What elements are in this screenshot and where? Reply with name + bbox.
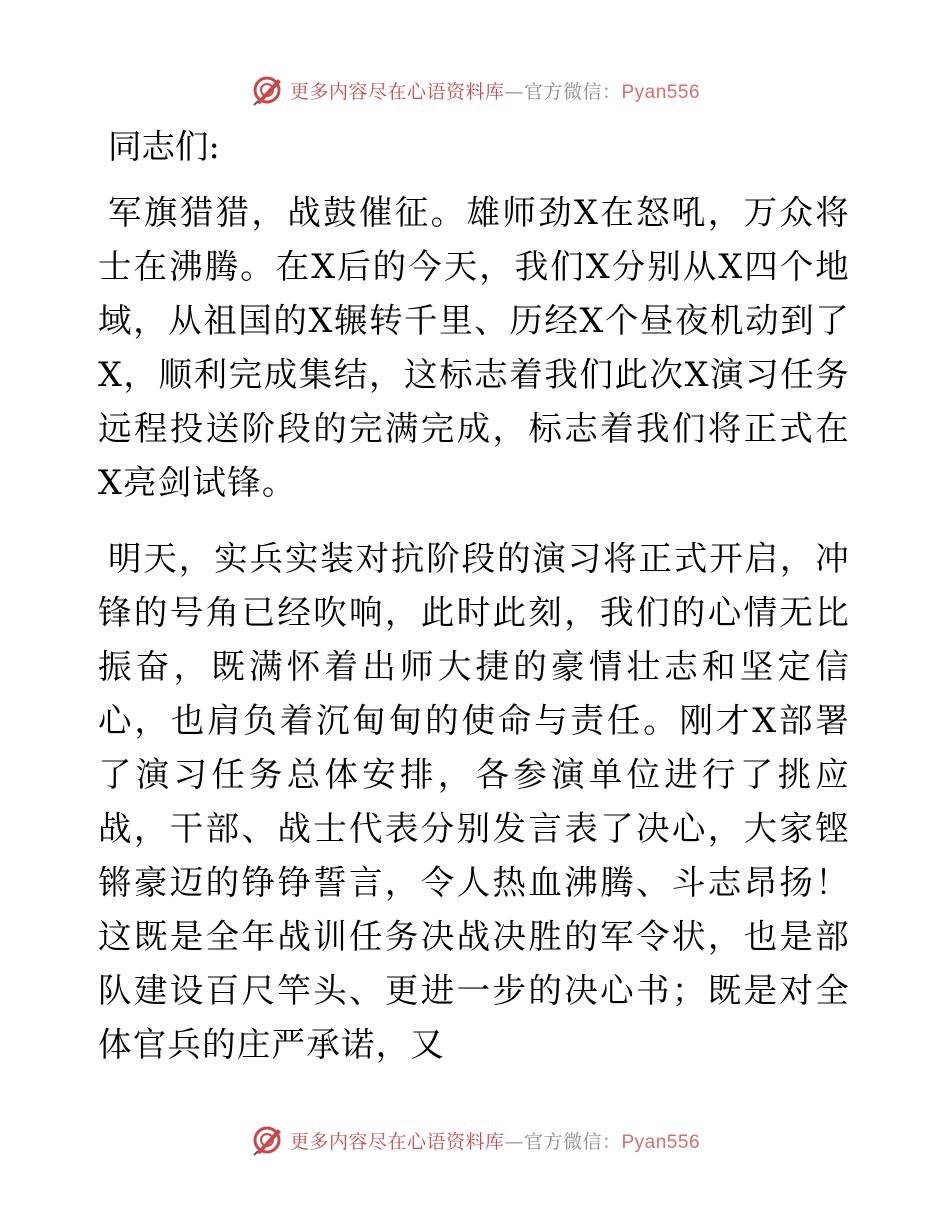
header-separator: — [504, 80, 524, 103]
document-body [98, 120, 850, 1094]
header-site-text: 更多内容尽在心语资料库 [289, 80, 505, 103]
salutation: 同志们: [108, 127, 220, 166]
header-wechat-label: 官方微信： [523, 80, 622, 103]
footer-banner-text [290, 1127, 700, 1154]
footer-separator: — [504, 1130, 524, 1153]
footer-site-text: 更多内容尽在心语资料库 [289, 1130, 505, 1153]
header-banner-text [290, 77, 700, 104]
quill-seal-icon [250, 73, 284, 107]
footer-watermark-banner [0, 1120, 950, 1160]
header-wechat-handle: Pyan556 [621, 81, 701, 103]
quill-seal-icon [250, 1123, 284, 1157]
header-watermark-banner [0, 70, 950, 110]
paragraph-2: 明天，实兵实装对抗阶段的演习将正式开启，冲锋的号角已经吹响，此时此刻，我们的心情无比振奋，既满怀着出师大捷的豪情壮志和坚定信心，也肩负着沉甸甸的使命与责任。刚才X部署了演习任务总体安排，各参演单位进行了挑应战，干部、战士代表分别发言表了决心，大家铿锵豪迈的铮铮誓言，令人热血沸腾、斗志昂扬！这既是全年战训任务决战决胜的军令状，也是部队建设百尺竿头、更进一步的决心书；既是对全体官兵的庄严承诺，又 [98, 539, 850, 1064]
footer-wechat-label: 官方微信： [523, 1130, 622, 1153]
paragraph-1: 军旗猎猎，战鼓催征。雄师劲X在怒吼，万众将士在沸腾。在X后的今天，我们X分别从X四个地域，从祖国的X辗转千里、历经X个昼夜机动到了X，顺利完成集结，这标志着我们此次X演习任务远程投送阶段的完满完成，标志着我们将正式在X亮剑试锋。 [98, 193, 850, 502]
footer-wechat-handle: Pyan556 [621, 1131, 701, 1153]
